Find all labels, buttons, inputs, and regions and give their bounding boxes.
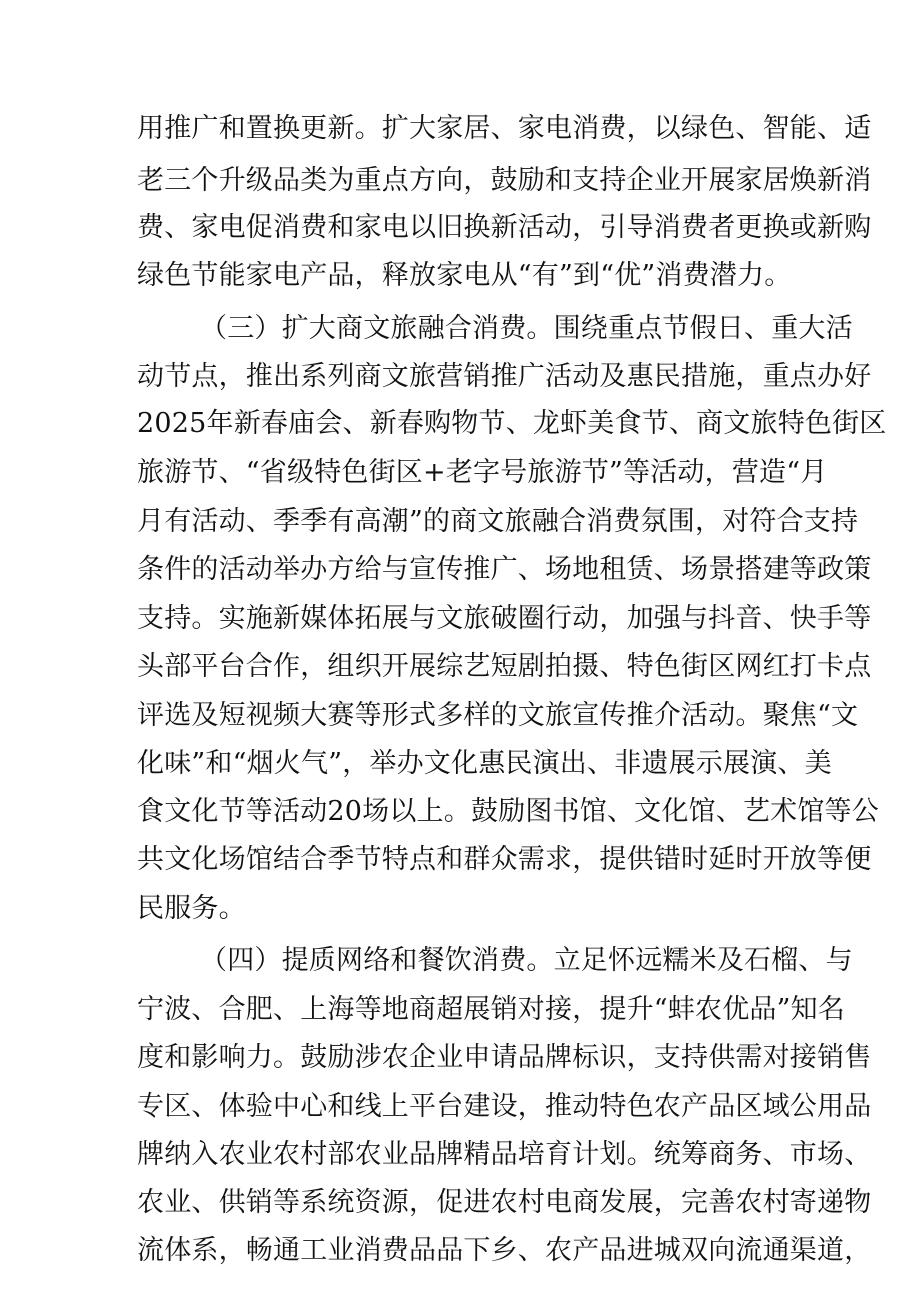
text-line: 牌纳入农业农村部农业品牌精品培育计划。统筹商务、市场、 (137, 1139, 872, 1170)
text-line: 费、家电促消费和家电以旧换新活动，引导消费者更换或新购 (137, 212, 872, 243)
text-line: 宁波、合肥、上海等地商超展销对接，提升“蚌农优品”知名 (137, 994, 846, 1025)
text-line: 动节点，推出系列商文旅营销推广活动及惠民措施，重点办好 (137, 361, 872, 392)
text-line: 老三个升级品类为重点方向，鼓励和支持企业开展家居焕新消 (137, 165, 872, 196)
text-line: 民服务。 (137, 893, 246, 924)
section-heading-4: （四）提质网络和餐饮消费。立足怀远糯米及石榴、与 (200, 945, 853, 976)
text-line: 支持。实施新媒体拓展与文旅破圈行动，加强与抖音、快手等 (137, 603, 872, 634)
text-line: 度和影响力。鼓励涉农企业申请品牌标识，支持供需对接销售 (137, 1042, 872, 1073)
text-line: 月有活动、季季有高潮”的商文旅融合消费氛围，对符合支持 (137, 506, 859, 537)
text-line: 评选及短视频大赛等形式多样的文旅宣传推介活动。聚焦“文 (137, 700, 859, 731)
text-line: 食文化节等活动20场以上。鼓励图书馆、文化馆、艺术馆等公 (137, 796, 879, 827)
text-line: 共文化场馆结合季节特点和群众需求，提供错时延时开放等便 (137, 844, 872, 875)
text-line: 旅游节、“省级特色街区+老字号旅游节”等活动，营造“月 (137, 457, 828, 488)
text-line: 流体系，畅通工业消费品品下乡、农产品进城双向流通渠道， (137, 1235, 872, 1266)
text-line: 绿色节能家电产品，释放家电从“有”到“优”消费潜力。 (137, 260, 792, 291)
text-line: 农业、供销等系统资源，促进农村电商发展，完善农村寄递物 (137, 1187, 872, 1218)
text-line: 条件的活动举办方给与宣传推广、场地租赁、场景搭建等政策 (137, 554, 872, 585)
section-heading-3: （三）扩大商文旅融合消费。围绕重点节假日、重大活 (200, 313, 853, 344)
text-line: 头部平台合作，组织开展综艺短剧拍摄、特色街区网红打卡点 (137, 651, 872, 682)
text-line: 2025年新春庙会、新春购物节、龙虾美食节、商文旅特色街区 (137, 408, 887, 439)
text-line: 化味”和“烟火气”，举办文化惠民演出、非遗展示展演、美 (137, 748, 832, 779)
text-line: 专区、体验中心和线上平台建设，推动特色农产品区域公用品 (137, 1091, 872, 1122)
text-line: 用推广和置换更新。扩大家居、家电消费，以绿色、智能、适 (137, 113, 872, 144)
